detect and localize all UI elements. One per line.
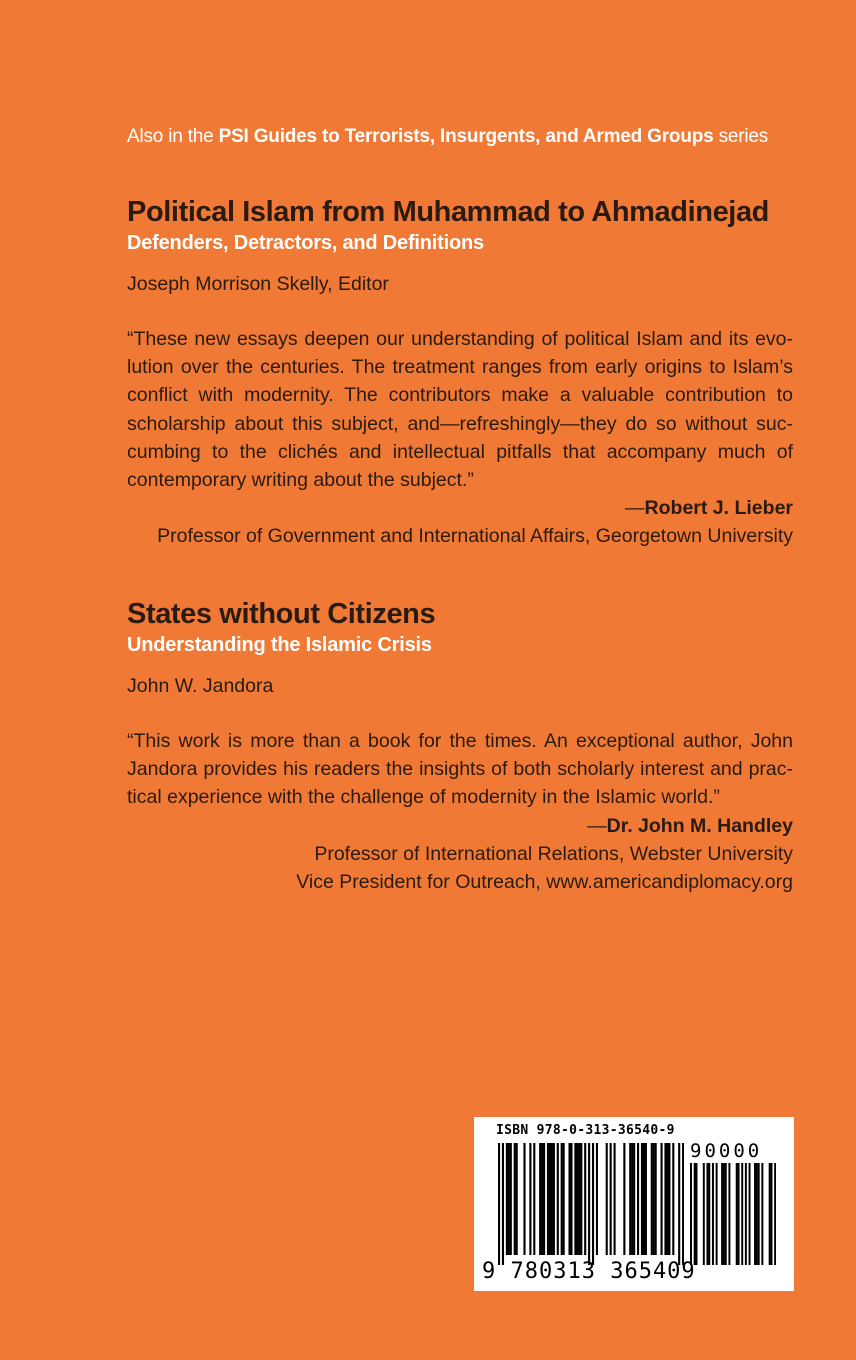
price-addon-bars bbox=[690, 1163, 776, 1265]
barcode-bar bbox=[664, 1143, 666, 1255]
attribution-name: Robert J. Lieber bbox=[644, 497, 793, 520]
ean-digits: 9 780313 365409 bbox=[482, 1259, 696, 1284]
book-entry-2 bbox=[127, 596, 793, 896]
barcode-bar bbox=[580, 1143, 582, 1255]
barcode-bar bbox=[576, 1143, 578, 1255]
isbn-label: ISBN 978-0-313-36540-9 bbox=[496, 1123, 675, 1138]
barcode-bar bbox=[655, 1143, 657, 1255]
addon-bar bbox=[741, 1163, 743, 1265]
addon-bar bbox=[721, 1163, 723, 1265]
barcode-bar bbox=[578, 1143, 580, 1255]
barcode-bar bbox=[661, 1143, 663, 1255]
barcode-bar bbox=[574, 1143, 576, 1255]
book-author: Joseph Morrison Skelly, Editor bbox=[127, 273, 389, 295]
barcode-bar bbox=[596, 1143, 598, 1255]
barcode-bar bbox=[539, 1143, 541, 1255]
barcode-bar bbox=[678, 1143, 680, 1265]
blurb-line: tical experience with the challenge of modernity in the Islamic world.” bbox=[127, 786, 720, 809]
barcode-bar bbox=[549, 1143, 551, 1255]
barcode-bar bbox=[557, 1143, 559, 1255]
addon-bar bbox=[771, 1163, 773, 1265]
barcode-bar bbox=[653, 1143, 655, 1255]
barcode-bar bbox=[606, 1143, 608, 1255]
barcode-bar bbox=[637, 1143, 639, 1255]
barcode-bar bbox=[614, 1143, 616, 1255]
book-subtitle: Understanding the Islamic Crisis bbox=[127, 634, 432, 656]
blurb-attribution bbox=[127, 494, 793, 522]
price-addon-digits: 90000 bbox=[690, 1140, 763, 1162]
addon-bar bbox=[716, 1163, 718, 1265]
barcode-bar bbox=[553, 1143, 555, 1255]
barcode-bar bbox=[568, 1143, 570, 1255]
barcode-bar bbox=[543, 1143, 545, 1255]
attribution-affiliation: Professor of Government and International Affairs, Georgetown University bbox=[157, 525, 793, 548]
barcode-bar bbox=[533, 1143, 535, 1255]
barcode-bar bbox=[633, 1143, 635, 1255]
addon-bar bbox=[728, 1163, 730, 1265]
blurb-line: “These new essays deepen our understanding of political Islam and its evo- bbox=[127, 328, 793, 350]
addon-bar bbox=[712, 1163, 714, 1265]
addon-bar bbox=[761, 1163, 763, 1265]
barcode-bar bbox=[643, 1143, 645, 1255]
ean-barcode-bars bbox=[498, 1143, 684, 1265]
blurb-attribution bbox=[127, 812, 793, 840]
blurb-line: cumbing to the clichés and intellectual pitfalls that accompany much of bbox=[127, 440, 793, 463]
blurb-line: conflict with modernity. The contributors make a valuable contribution to bbox=[127, 384, 793, 407]
barcode-bar bbox=[631, 1143, 633, 1255]
series-intro-suffix: series bbox=[713, 126, 769, 147]
addon-bar bbox=[738, 1163, 740, 1265]
addon-bar bbox=[708, 1163, 710, 1265]
addon-bar bbox=[774, 1163, 776, 1265]
blurb-line: Jandora provides his readers the insights of both scholarly interest and prac- bbox=[127, 758, 793, 781]
barcode-bar bbox=[666, 1143, 668, 1255]
barcode-bar bbox=[645, 1143, 647, 1255]
barcode-bar bbox=[570, 1143, 572, 1255]
attribution-affiliation: Vice President for Outreach, www.americandiplomacy.org bbox=[296, 870, 793, 893]
barcode-bar bbox=[508, 1143, 510, 1255]
addon-bar bbox=[725, 1163, 727, 1265]
book-blurb bbox=[127, 727, 793, 812]
barcode-bar bbox=[668, 1143, 670, 1255]
barcode-bar bbox=[523, 1143, 525, 1255]
addon-bar bbox=[754, 1163, 756, 1265]
addon-bar bbox=[695, 1163, 697, 1265]
addon-bar bbox=[703, 1163, 705, 1265]
book-author: John W. Jandora bbox=[127, 675, 274, 697]
addon-bar bbox=[706, 1163, 708, 1265]
addon-bar bbox=[758, 1163, 760, 1265]
barcode-bar bbox=[551, 1143, 553, 1255]
book-blurb bbox=[127, 325, 793, 494]
barcode-bar bbox=[672, 1143, 674, 1255]
barcode-bar bbox=[498, 1143, 500, 1265]
isbn-barcode bbox=[474, 1117, 794, 1291]
barcode-bar bbox=[541, 1143, 543, 1255]
barcode-bar bbox=[610, 1143, 612, 1255]
barcode-bar bbox=[506, 1143, 508, 1255]
book-entry-1 bbox=[127, 194, 793, 550]
barcode-bar bbox=[584, 1143, 586, 1255]
blurb-line: contemporary writing about the subject.” bbox=[127, 468, 474, 491]
addon-bar bbox=[690, 1163, 692, 1265]
book-title: Political Islam from Muhammad to Ahmadinejad bbox=[127, 196, 769, 228]
barcode-bar bbox=[629, 1143, 631, 1255]
barcode-bar bbox=[563, 1143, 565, 1255]
series-intro-prefix: Also in the bbox=[127, 126, 219, 147]
barcode-bar bbox=[516, 1143, 518, 1255]
addon-bar bbox=[694, 1163, 696, 1265]
blurb-line: lution over the centuries. The treatment ranges from early origins to Islam’s bbox=[127, 356, 793, 379]
addon-bar bbox=[756, 1163, 758, 1265]
barcode-bar bbox=[547, 1143, 549, 1255]
barcode-bar bbox=[682, 1143, 684, 1265]
barcode-bar bbox=[623, 1143, 625, 1255]
book-title: States without Citizens bbox=[127, 598, 436, 630]
attribution-affiliation: Professor of International Relations, Webster University bbox=[314, 842, 793, 865]
barcode-bar bbox=[502, 1143, 504, 1265]
barcode-bar bbox=[592, 1143, 594, 1265]
series-name: PSI Guides to Terrorists, Insurgents, and Armed Groups bbox=[218, 126, 714, 147]
barcode-bar bbox=[651, 1143, 653, 1255]
barcode-bar bbox=[641, 1143, 643, 1255]
barcode-bar bbox=[514, 1143, 516, 1255]
addon-bar bbox=[749, 1163, 751, 1265]
addon-bar bbox=[723, 1163, 725, 1265]
attribution-dash: — bbox=[587, 814, 607, 837]
barcode-bar bbox=[529, 1143, 531, 1255]
blurb-line: “This work is more than a book for the times. An exceptional author, John bbox=[127, 730, 793, 752]
barcode-bar bbox=[510, 1143, 512, 1255]
attribution-dash: — bbox=[625, 497, 645, 520]
attribution-name: Dr. John M. Handley bbox=[606, 814, 793, 837]
book-subtitle: Defenders, Detractors, and Definitions bbox=[127, 232, 484, 254]
addon-bar bbox=[769, 1163, 771, 1265]
barcode-bar bbox=[588, 1143, 590, 1265]
barcode-bar bbox=[561, 1143, 563, 1255]
addon-bar bbox=[745, 1163, 747, 1265]
blurb-line: scholarship about this subject, and—refreshingly—they do so without suc- bbox=[127, 412, 793, 435]
addon-bar bbox=[736, 1163, 738, 1265]
series-intro bbox=[127, 126, 768, 148]
